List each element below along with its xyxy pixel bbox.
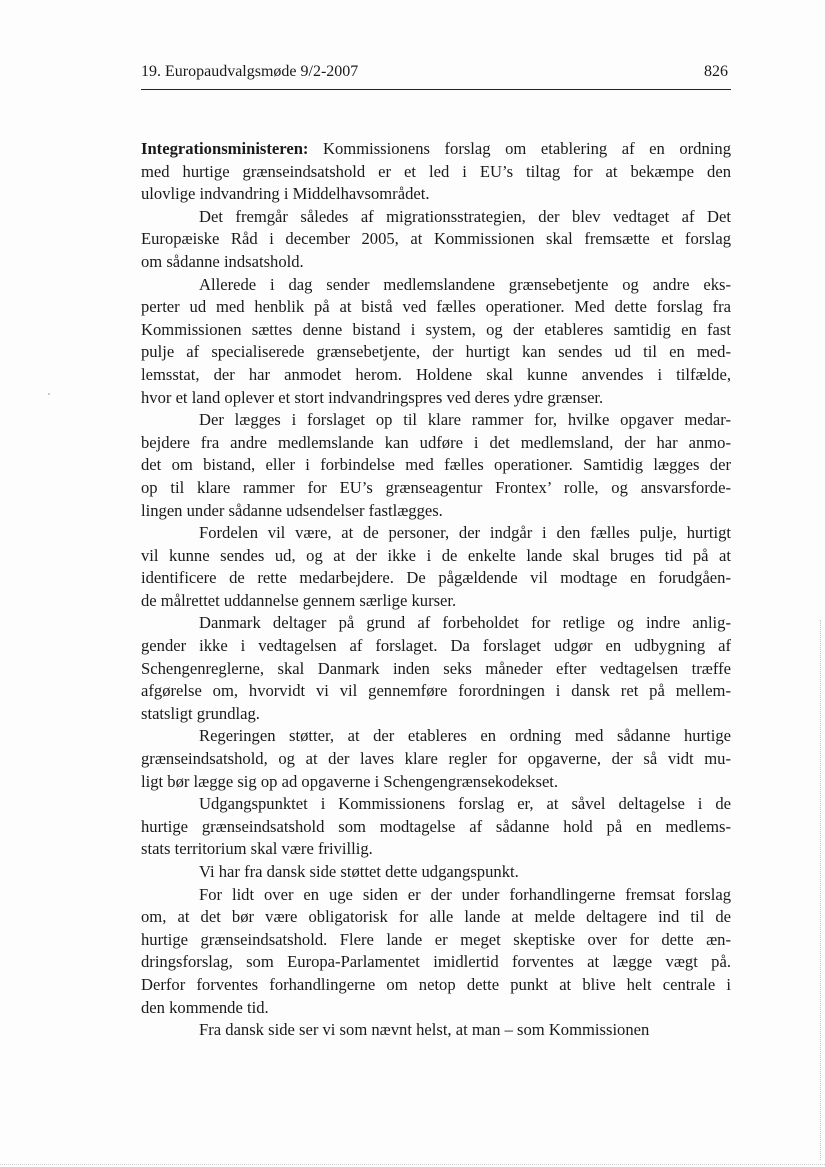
text-line: Schengenreglerne, skal Danmark inden seks måneder efter vedtagelsen træffe <box>141 658 731 678</box>
text-line: hurtige grænseindsatshold. Flere lande er meget skeptiske over for dette æn- <box>141 929 731 949</box>
text-line: statsligt grundlag. <box>141 703 260 723</box>
text-line: pulje af specialiserede grænsebetjente, der hurtigt kan sendes ud til en med- <box>141 342 731 362</box>
text-line: Udgangspunktet i Kommissionens forslag er, at såvel deltagelse i de <box>199 794 731 814</box>
text-line: Derfor forventes forhandlingerne om netop dette punkt at blive helt centrale i <box>141 974 731 994</box>
text-line: perter ud med henblik på at bistå ved fælles operationer. Med dette forslag fra <box>141 297 731 317</box>
text-line: lingen under sådanne udsendelser fastlægges. <box>141 500 443 520</box>
scan-edge-artifact <box>819 620 821 1160</box>
text-line: den kommende tid. <box>141 997 269 1017</box>
text-line: med hurtige grænseindsatshold er et led i EU’s tiltag for at bekæmpe den <box>141 161 731 181</box>
text-line: Der lægges i forslaget op til klare rammer for, hvilke opgaver medar- <box>199 410 731 430</box>
scan-bottom-artifact <box>0 1164 825 1165</box>
text-line: hvor et land oplever et stort indvandringspres ved deres ydre grænser. <box>141 387 604 407</box>
text-line: om sådanne indsatshold. <box>141 251 304 271</box>
scan-speck <box>48 393 50 395</box>
text-line: Det fremgår således af migrationsstrategien, der blev vedtaget af Det <box>199 206 731 226</box>
text-line: ligt bør lægge sig op ad opgaverne i Schengengrænsekodekset. <box>141 771 559 791</box>
text-line: stats territorium skal være frivillig. <box>141 839 373 859</box>
header-title: 19. Europaudvalgsmøde 9/2-2007 <box>141 63 359 80</box>
text-line: Integrationsministeren: Kommissionens forslag om etablering af en ordning <box>141 139 731 158</box>
header-rule <box>141 89 731 90</box>
text-line: identificere de rette medarbejdere. De pågældende vil modtage en forudgåen- <box>141 568 731 588</box>
text-line: de målrettet uddannelse gennem særlige kurser. <box>141 590 457 610</box>
text-line: det om bistand, eller i forbindelse med fælles operationer. Samtidig lægges der <box>141 455 731 475</box>
text-line: Europæiske Råd i december 2005, at Kommissionen skal fremsætte et forslag <box>141 229 731 249</box>
page-header <box>141 62 728 84</box>
text-line: Fra dansk side ser vi som nævnt helst, at man – som Kommissionen <box>199 1020 650 1040</box>
page-number: 826 <box>704 63 728 80</box>
text-line: Danmark deltager på grund af forbeholdet for retlige og indre anlig- <box>199 613 731 633</box>
text-line: afgørelse om, hvorvidt vi vil gennemføre forordningen i dansk ret på mellem- <box>141 681 731 701</box>
text-line: hurtige grænseindsatshold som modtagelse af sådanne hold på en medlems- <box>141 816 731 836</box>
text-line: vil kunne sendes ud, og at der ikke i de enkelte lande skal bruges tid på at <box>141 545 731 565</box>
text-line: Allerede i dag sender medlemslandene grænsebetjente og andre eks- <box>199 274 731 294</box>
text-line: op til klare rammer for EU’s grænseagentur Frontex’ rolle, og ansvarsforde- <box>141 477 731 497</box>
speaker-label: Integrationsministeren: <box>141 139 309 158</box>
text-line: grænseindsatshold, og at der laves klare regler for opgaverne, der så vidt mu- <box>141 749 731 769</box>
text-line: lemsstat, der har anmodet herom. Holdene skal kunne anvendes i tilfælde, <box>141 364 731 384</box>
text-line: Fordelen vil være, at de personer, der indgår i den fælles pulje, hurtigt <box>199 523 731 543</box>
text-line: bejdere fra andre medlemslande kan udføre i det medlemsland, der har anmo- <box>141 432 731 452</box>
text-line: For lidt over en uge siden er der under forhandlingerne fremsat forslag <box>199 884 731 904</box>
text-line: Kommissionen sættes denne bistand i system, og der etableres samtidig en fast <box>141 319 731 339</box>
text-line: Vi har fra dansk side støttet dette udgangspunkt. <box>199 862 519 881</box>
text-line: dringsforslag, som Europa-Parlamentet imidlertid forventes at lægge vægt på. <box>141 952 731 972</box>
text-line: ulovlige indvandring i Middelhavsområdet. <box>141 184 430 204</box>
text-line: Regeringen støtter, at der etableres en ordning med sådanne hurtige <box>199 726 731 746</box>
text-line: gender ikke i vedtagelsen af forslaget. Da forslaget udgør en udbygning af <box>141 636 731 656</box>
body-text <box>141 138 731 1042</box>
text-line: om, at det bør være obligatorisk for alle lande at melde deltagere ind til de <box>141 907 731 927</box>
